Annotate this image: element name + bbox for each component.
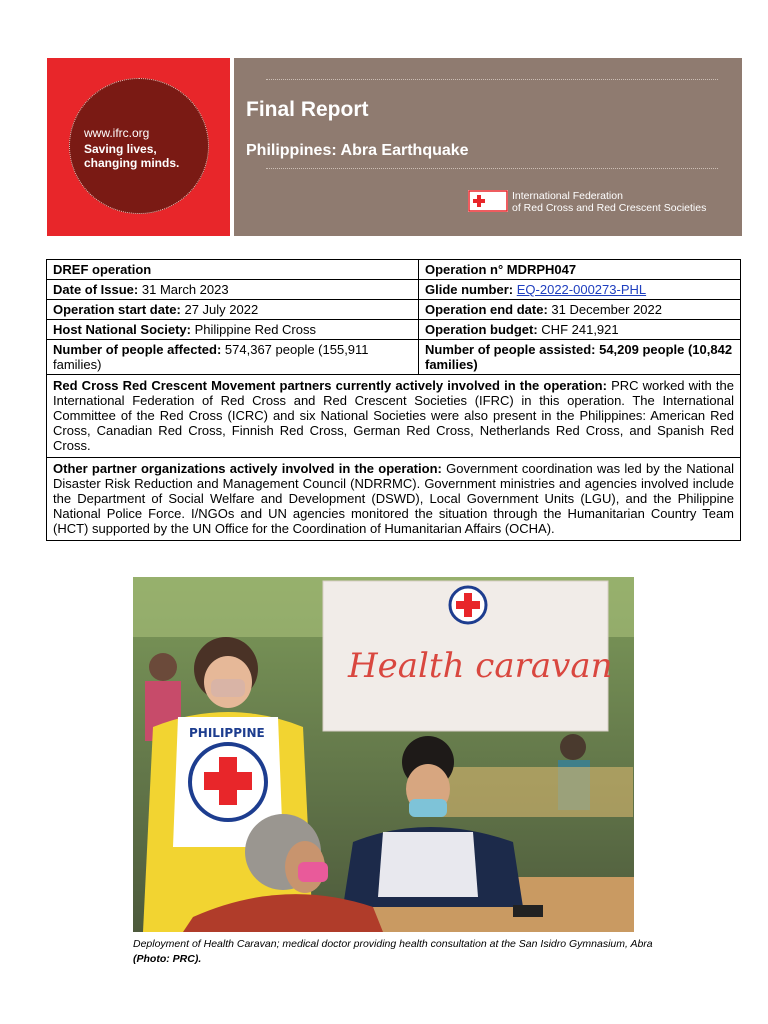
banner-script-text: Health caravan — [348, 646, 613, 686]
table-row — [47, 340, 741, 375]
budget-label: Operation budget: — [425, 322, 538, 337]
logo-text-line2: of Red Cross and Red Crescent Societies — [512, 202, 707, 214]
host-society-value: Philippine Red Cross — [194, 322, 316, 337]
caption-text: Deployment of Health Caravan; medical doctor providing health consultation at the San Isidro Gymnasium, Abra — [133, 938, 653, 950]
other-partners-value: Government coordination was led by the National Disaster Risk Reduction and Management Council (NDRRMC). Government ministries and agencies involved include the Department of Social Welfare and Development (DSWD), Local Government Units (LGU), and the Philippine National Police Force. I/NGOs and UN agencies monitored the situation through the Humanitarian Country Team (HCT) supported by the UN Office for the Coordination of Humanitarian Affairs (OCHA). — [53, 461, 734, 536]
table-cell — [47, 340, 419, 375]
end-date-value: 31 December 2022 — [551, 302, 662, 317]
other-partners-label: Other partner organizations actively involved in the operation: — [53, 461, 442, 476]
start-date-value: 27 July 2022 — [184, 302, 259, 317]
dref-label: DREF operation — [53, 262, 152, 277]
date-issue-label: Date of Issue: — [53, 282, 139, 297]
ifrc-url: www.ifrc.org — [84, 126, 150, 140]
table-cell — [419, 300, 741, 320]
table-cell — [419, 260, 741, 280]
glide-number-link[interactable]: EQ-2022-000273-PHL — [516, 282, 647, 297]
red-cross-crescent-icon — [468, 190, 508, 212]
photo-caption — [133, 937, 653, 967]
report-subtitle: Philippines: Abra Earthquake — [246, 142, 469, 159]
operation-info-table — [46, 259, 741, 541]
partners-value: PRC worked with the International Federation of Red Cross and Red Crescent Societies (IFRC) in this operation. The International Committee of the Red Cross (ICRC) and six National Societies were also present in the Philippines: American Red Cross, Canadian Red Cross, Finnish Red Cross, German Red Cross, Netherlands Red Cross, and Spanish Red Cross. — [53, 378, 734, 453]
dotted-divider — [266, 168, 718, 169]
brand-circle — [69, 78, 209, 214]
photo-credit: (Photo: PRC). — [133, 953, 202, 965]
report-title: Final Report — [246, 98, 369, 121]
ifrc-brand-panel — [47, 58, 230, 236]
dotted-divider — [266, 79, 718, 80]
assisted-value: Number of people assisted: 54,209 people (10,842 families) — [425, 342, 733, 372]
partners-label: Red Cross Red Crescent Movement partners currently actively involved in the operation: — [53, 378, 607, 393]
table-row — [47, 320, 741, 340]
table-cell — [419, 280, 741, 300]
table-row — [47, 458, 741, 541]
host-society-label: Host National Society: — [53, 322, 191, 337]
table-cell — [419, 320, 741, 340]
table-cell — [419, 340, 741, 375]
table-row — [47, 375, 741, 458]
table-row — [47, 300, 741, 320]
health-caravan-photo — [133, 577, 634, 932]
tagline: Saving lives, changing minds. — [84, 142, 180, 170]
table-cell — [47, 280, 419, 300]
table-cell — [47, 375, 741, 458]
end-date-label: Operation end date: — [425, 302, 548, 317]
table-cell — [47, 458, 741, 541]
table-row — [47, 260, 741, 280]
title-panel — [234, 58, 742, 236]
table-cell — [47, 300, 419, 320]
logo-text-line1: International Federation — [512, 190, 623, 202]
table-cell — [47, 260, 419, 280]
date-issue-value: 31 March 2023 — [141, 282, 229, 297]
table-row — [47, 280, 741, 300]
bib-text: PHILIPPINE — [189, 726, 265, 740]
table-cell — [47, 320, 419, 340]
start-date-label: Operation start date: — [53, 302, 181, 317]
operation-number: Operation n° MDRPH047 — [425, 262, 577, 277]
affected-value: 574,367 people (155,911 families) — [53, 342, 369, 372]
affected-label: Number of people affected: — [53, 342, 222, 357]
glide-label: Glide number: — [425, 282, 514, 297]
budget-value: CHF 241,921 — [541, 322, 619, 337]
